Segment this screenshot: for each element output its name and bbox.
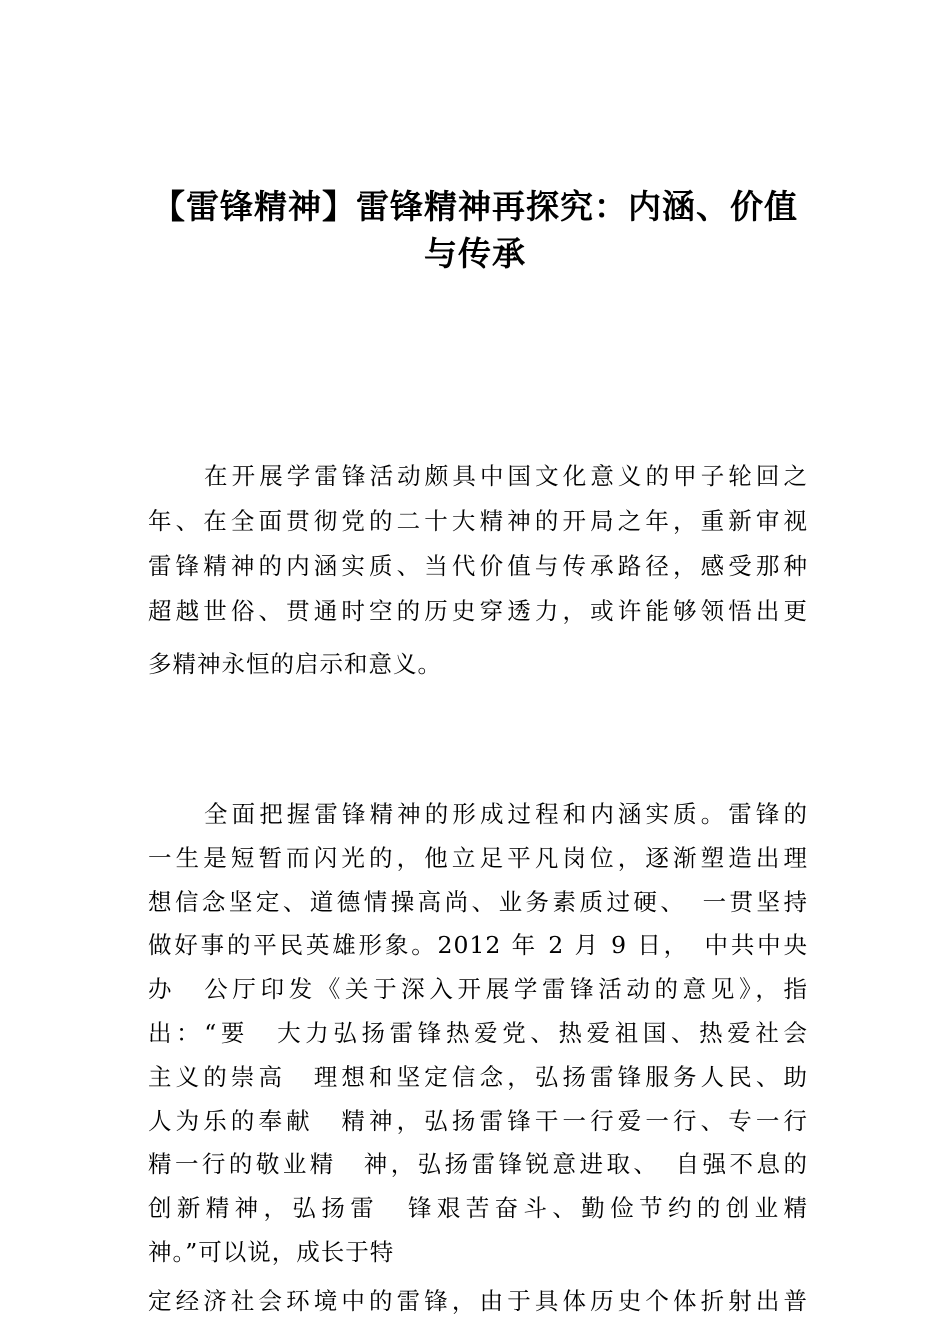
paragraph-line: 做好事的平民英雄形象。2012 年 2 月 9 日， 中共中央 bbox=[148, 931, 808, 960]
paragraph-connotation bbox=[148, 793, 808, 1275]
paragraph-line: 定经济社会环境中的雷锋，由于具体历史个体折射出普 bbox=[148, 1287, 808, 1315]
paragraph-line: 全面把握雷锋精神的形成过程和内涵实质。雷锋的 bbox=[204, 800, 808, 828]
paragraph-line: 精一行的敬业精 神，弘扬雷锋锐意进取、 自强不息的 bbox=[148, 1150, 808, 1179]
paragraph-line: 年、在全面贯彻党的二十大精神的开局之年，重新审视 bbox=[148, 507, 808, 535]
paragraph-line: 出：“要 大力弘扬雷锋热爱党、热爱祖国、热爱社会 bbox=[148, 1018, 808, 1047]
paragraph-continuation bbox=[148, 1279, 808, 1323]
paragraph-line: 主义的崇高 理想和坚定信念，弘扬雷锋服务人民、助 bbox=[148, 1062, 808, 1091]
paragraph-line: 创新精神，弘扬雷 锋艰苦奋斗、勤俭节约的创业精 bbox=[148, 1194, 808, 1223]
paragraph-line: 人为乐的奉献 精神，弘扬雷锋干一行爱一行、专一行 bbox=[148, 1106, 808, 1135]
paragraph-line: 一生是短暂而闪光的，他立足平凡岗位，逐渐塑造出理 bbox=[148, 843, 808, 872]
title-line: 与传承 bbox=[424, 234, 526, 273]
paragraph-line: 多精神永恒的启示和意义。 bbox=[148, 650, 442, 678]
paragraph-line: 想信念坚定、道德情操高尚、业务素质过硬、 一贯坚持 bbox=[148, 887, 808, 916]
paragraph-line: 超越世俗、贯通时空的历史穿透力，或许能够领悟出更 bbox=[148, 597, 808, 625]
document-title bbox=[0, 183, 950, 277]
paragraph-line: 在开展学雷锋活动颇具中国文化意义的甲子轮回之 bbox=[204, 462, 808, 490]
title-line: 【雷锋精神】雷锋精神再探究：内涵、价值 bbox=[152, 187, 798, 226]
paragraph-line: 雷锋精神的内涵实质、当代价值与传承路径，感受那种 bbox=[148, 552, 808, 580]
paragraph-line: 办 公厅印发《关于深入开展学雷锋活动的意见》，指 bbox=[148, 975, 808, 1004]
paragraph-line: 神。”可以说，成长于特 bbox=[148, 1237, 395, 1266]
paragraph-intro bbox=[148, 454, 808, 687]
